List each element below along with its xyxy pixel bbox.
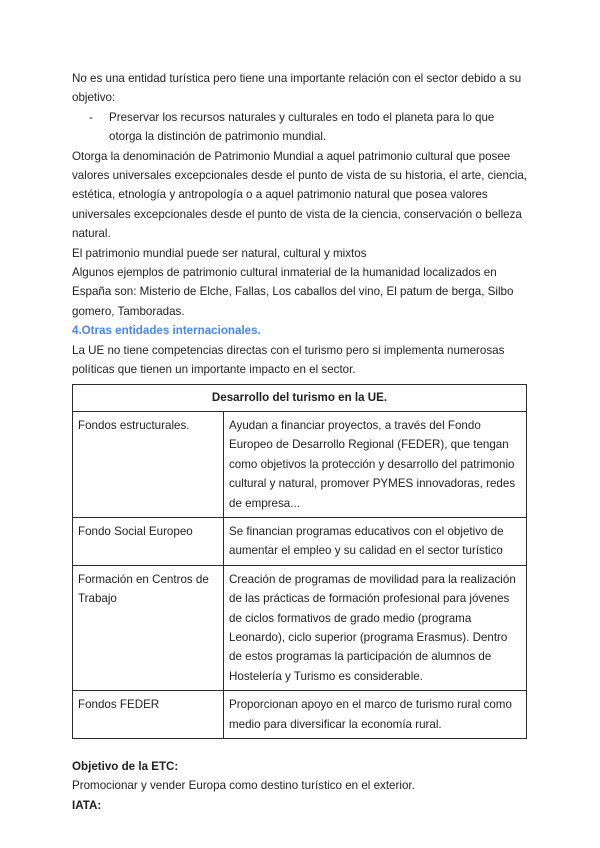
table-cell-description: Se financian programas educativos con el objetivo de aumentar el empleo y su calidad en el sector turístico (224, 517, 527, 565)
table-header-row (73, 384, 527, 411)
patrimonio-examples-paragraph: Algunos ejemplos de patrimonio cultural inmaterial de la humanidad localizados en España son: Misterio de Elche, Fallas, Los caballos del vino, El patum de berga, Silbo gomero, Tamboradas. (72, 266, 514, 318)
intro-paragraph: No es una entidad turística pero tiene una importante relación con el sector debido a su objetivo: (72, 72, 522, 105)
bullet-dash: - (89, 110, 93, 124)
table-row (73, 691, 527, 739)
table-row (73, 565, 527, 690)
patrimonio-types-paragraph: El patrimonio mundial puede ser natural, cultural y mixtos (72, 246, 367, 260)
bullet-item (72, 108, 528, 147)
section-heading: 4.Otras entidades internacionales. (72, 324, 261, 338)
table-row (73, 411, 527, 517)
section-paragraph: La UE no tiene competencias directas con el turismo pero si implementa numerosas políticas que tienen un importante impacto en el sector. (72, 343, 505, 377)
etc-text: Promocionar y vender Europa como destino turístico en el exterior. (72, 779, 415, 793)
bullet-text: Preservar los recursos naturales y culturales en todo el planeta para lo que otorga la distinción de patrimonio mundial. (109, 110, 495, 144)
table-cell-label: Fondos FEDER (73, 691, 224, 739)
table-cell-description: Proporcionan apoyo en el marco de turismo rural como medio para diversificar la economía rural. (224, 691, 527, 739)
ue-tourism-table (72, 384, 527, 740)
table-cell-label: Fondo Social Europeo (73, 517, 224, 565)
table-row (73, 517, 527, 565)
table-cell-label: Fondos estructurales. (73, 411, 224, 517)
table-title: Desarrollo del turismo en la UE. (73, 384, 527, 411)
table-cell-description: Creación de programas de movilidad para la realización de las prácticas de formación profesional para jóvenes de ciclos formativos de grado medio (programa Leonardo), ciclo superior (programa Erasmus). Dentro de estos programas la participación de alumnos de Hostelería y Turismo es considerable. (224, 565, 527, 690)
patrimonio-definition-paragraph: Otorga la denominación de Patrimonio Mundial a aquel patrimonio cultural que posee valores universales excepcionales desde el punto de vista de su historia, el arte, ciencia, estética, etnología y antropología o a aquel patrimonio natural que posea valores universales excepcionales desde el punto de vista de la ciencia, conservación o belleza natural. (72, 149, 527, 241)
table-cell-description: Ayudan a financiar proyectos, a través del Fondo Europeo de Desarrollo Regional (FEDER), que tengan como objetivos la protección y desarrollo del patrimonio cultural y natural, promover PYMES innovadoras, redes de empresa... (224, 411, 527, 517)
document-page (72, 69, 528, 815)
table-cell-label: Formación en Centros de Trabajo (73, 565, 224, 690)
etc-heading: Objetivo de la ETC: (72, 760, 179, 773)
iata-heading: IATA: (72, 798, 102, 812)
